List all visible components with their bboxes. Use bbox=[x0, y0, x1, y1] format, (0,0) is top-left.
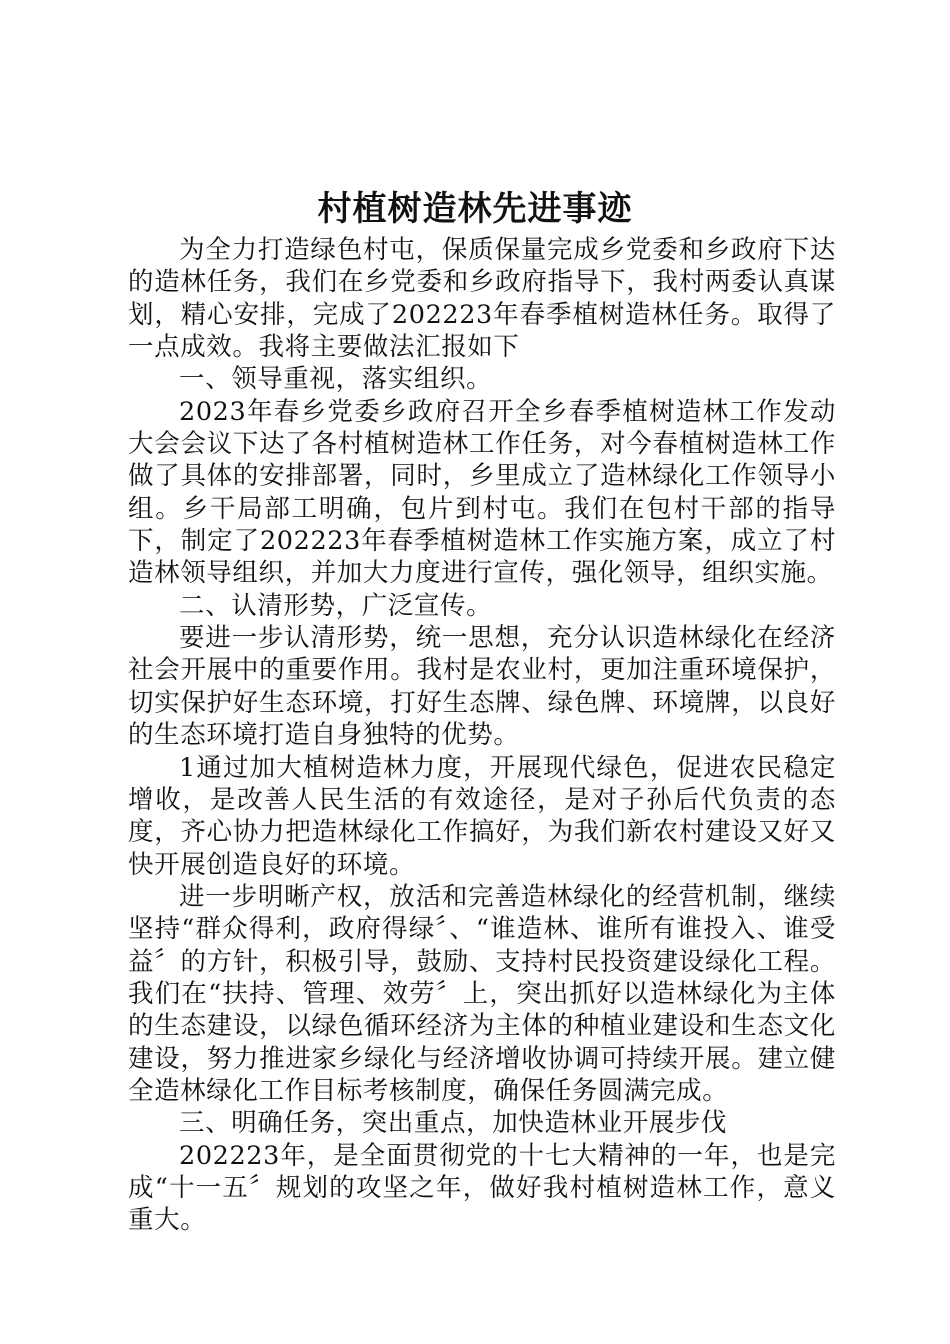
section-heading-1: 一、领导重视，落实组织。 bbox=[179, 364, 493, 395]
paragraph-section-2a: 要进一步认清形势，统一思想，充分认识造林绿化在经济社会开展中的重要作用。我村是农业村，更加注重环境保护，切实保护好生态环境，打好生态牌、绿色牌、环境牌，以良好的生态环境打造自身独特的优势。 bbox=[128, 623, 836, 751]
paragraph-section-2b: 1通过加大植树造林力度，开展现代绿色，促进农民稳定增收，是改善人民生活的有效途径，是对子孙后代负责的态度，齐心协力把造林绿化工作搞好，为我们新农村建设又好又快开展创造良好的环境。 bbox=[128, 752, 836, 880]
paragraph-section-3: 202223年，是全面贯彻党的十七大精神的一年，也是完成“十一五〞规划的攻坚之年，做好我村植树造林工作，意义重大。 bbox=[128, 1140, 836, 1236]
document-body bbox=[128, 234, 836, 1237]
section-heading-2: 二、认清形势，广泛宣传。 bbox=[179, 590, 493, 621]
paragraph-intro: 为全力打造绿色村屯，保质保量完成乡党委和乡政府下达的造林任务，我们在乡党委和乡政府指导下，我村两委认真谋划，精心安排，完成了202223年春季植树造林任务。取得了一点成效。我将主要做法汇报如下 bbox=[128, 235, 836, 363]
document-title: 村植树造林先进事迹 bbox=[317, 189, 633, 229]
section-heading-3: 三、明确任务，突出重点，加快造林业开展步伐 bbox=[179, 1108, 728, 1139]
paragraph-section-2c: 进一步明晰产权，放活和完善造林绿化的经营机制，继续坚持“群众得利，政府得绿〞、“谁造林、谁所有谁投入、谁受益〞的方针，积极引导，鼓励、支持村民投资建设绿化工程。我们在“扶持、管理、效劳〞上，突出抓好以造林绿化为主体的生态建设，以绿色循环经济为主体的种植业建设和生态文化建设，努力推进家乡绿化与经济增收协调可持续开展。建立健全造林绿化工作目标考核制度，确保任务圆满完成。 bbox=[128, 881, 836, 1106]
paragraph-section-1: 2023年春乡党委乡政府召开全乡春季植树造林工作发动大会会议下达了各村植树造林工作任务，对今春植树造林工作做了具体的安排部署，同时，乡里成立了造林绿化工作领导小组。乡干局部工明确，包片到村屯。我们在包村干部的指导下，制定了202223年春季植树造林工作实施方案，成立了村造林领导组织，并加大力度进行宣传，强化领导，组织实施。 bbox=[128, 396, 836, 589]
